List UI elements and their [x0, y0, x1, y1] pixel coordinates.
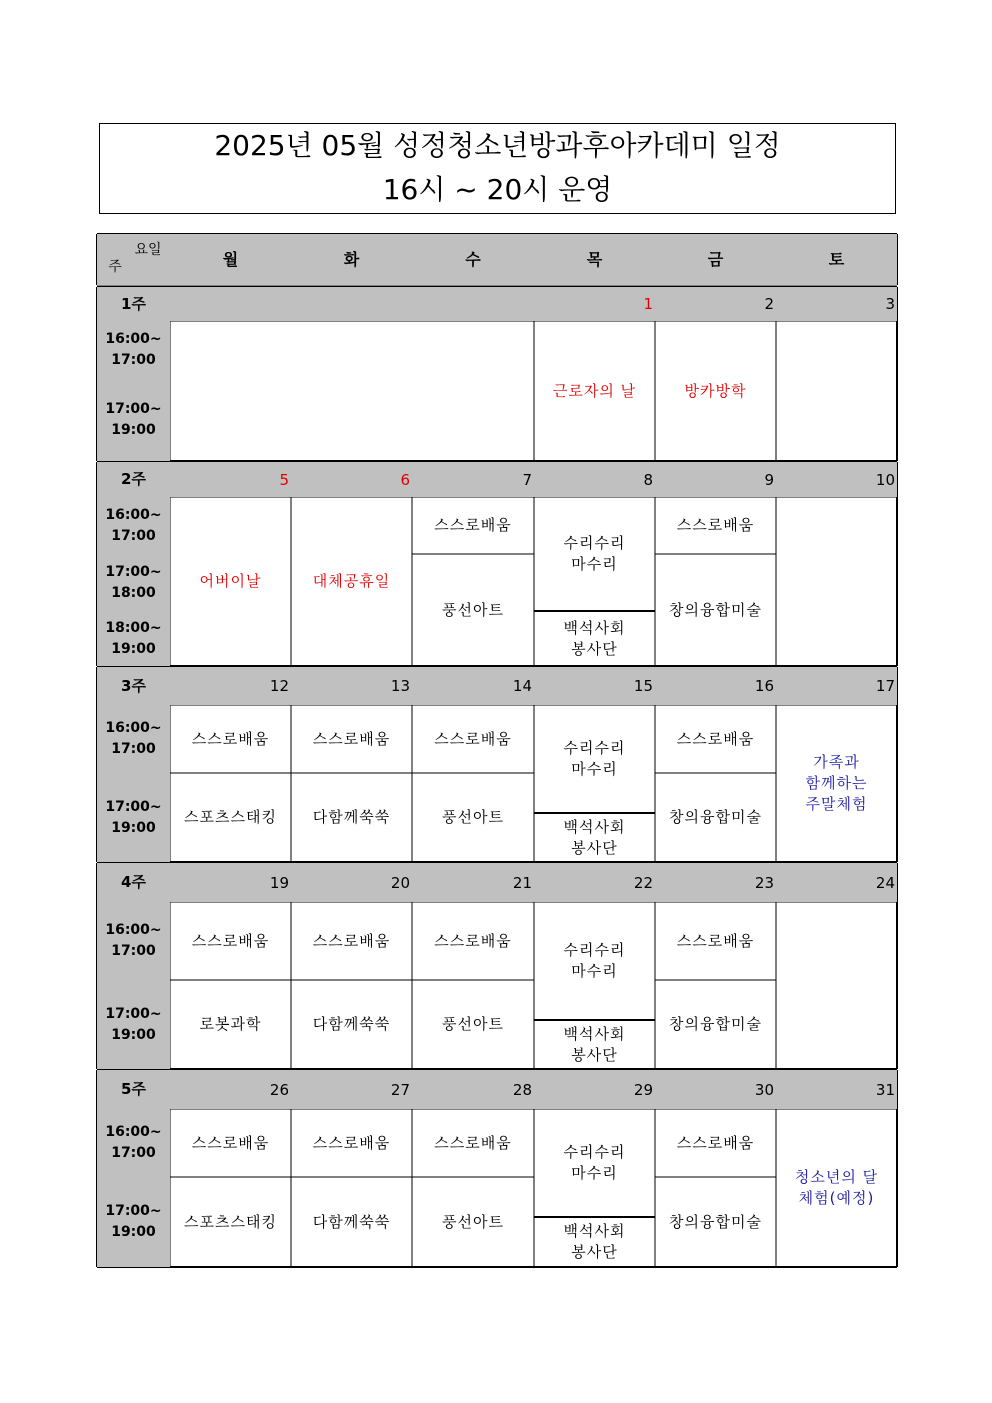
day-header-6-text: 토: [828, 250, 845, 269]
activity-together: [291, 773, 412, 862]
activity-self-study-text: 스스로배움: [191, 1133, 270, 1152]
activity-self-study-text: 스스로배움: [191, 729, 270, 748]
date-cell: [412, 1070, 534, 1109]
activity-self-study: [291, 1109, 412, 1177]
date-cell: [291, 863, 412, 902]
activity-substitute-holiday-text: 대체공휴일: [312, 572, 391, 590]
time-slot-label-text: 17:00~ 19:00: [105, 401, 162, 438]
time-slot-label-text: 17:00~ 19:00: [105, 1005, 162, 1043]
activity-self-study-text: 스스로배움: [676, 516, 755, 534]
time-slot-label-text: 17:00~ 19:00: [105, 798, 162, 836]
date-cell-text: 15: [633, 677, 653, 695]
activity-creative-art: [655, 980, 776, 1069]
activity-balloon-art: [412, 980, 534, 1069]
time-slot-label-text: 16:00~ 17:00: [105, 720, 162, 757]
date-cell-text: 17: [875, 677, 895, 695]
date-cell-text: 21: [512, 873, 532, 892]
week-label-3-text: 3주: [121, 676, 146, 695]
activity-balloon-art: [412, 773, 534, 862]
time-slot-label-text: 17:00~ 18:00: [105, 563, 162, 601]
week-label-4: [97, 863, 170, 902]
date-cell-text: 28: [512, 1080, 532, 1099]
activity-afternoon-col1-text: 스포츠스태킹: [184, 808, 277, 826]
date-cell: [655, 1070, 776, 1109]
time-slot-label-text: 18:00~ 19:00: [105, 619, 162, 657]
activity-afternoon-col1-text: 로봇과학: [199, 1015, 262, 1033]
activity-weekend-event-text: 청소년의 달 체험(예정): [794, 1168, 879, 1207]
activity-self-study-text: 스스로배움: [434, 931, 512, 950]
schedule-subtitle: 16시 ~ 20시 운영: [382, 173, 613, 206]
activity-balloon-art-text: 풍선아트: [442, 600, 504, 619]
day-header-2: [291, 234, 412, 285]
activity-substitute-holiday: [291, 497, 412, 666]
corner-day-label-text: 요일: [134, 241, 162, 258]
time-slot-label: [97, 705, 170, 773]
activity-self-study: [412, 705, 534, 773]
activity-afternoon-col1: [170, 980, 291, 1069]
date-cell-text: 16: [754, 677, 774, 695]
activity-weekend-event: [776, 705, 897, 862]
activity-creative-art-text: 창의융합미술: [669, 1212, 762, 1231]
activity-self-study-text: 스스로배움: [676, 1133, 755, 1152]
activity-self-study-text: 스스로배움: [434, 516, 512, 534]
activity-balloon-art: [412, 554, 534, 666]
activity-vacation-text: 방카방학: [684, 381, 747, 400]
activity-together: [291, 1177, 412, 1267]
activity-balloon-art-text: 풍선아트: [442, 808, 504, 826]
date-cell: [170, 667, 291, 705]
date-cell-text: 10: [875, 470, 895, 489]
activity-self-study: [655, 902, 776, 980]
activity-self-study-text: 스스로배움: [312, 1133, 391, 1152]
day-header-2-text: 화: [343, 250, 360, 269]
activity-volunteer: [534, 611, 655, 666]
date-cell: [412, 287, 534, 321]
activity-afternoon-col1: [170, 1177, 291, 1267]
time-slot-label: [97, 902, 170, 980]
date-cell-text: 14: [512, 677, 532, 695]
activity-self-study-text: 스스로배움: [434, 729, 512, 748]
date-cell: [170, 1070, 291, 1109]
date-cell-text: 1: [643, 295, 653, 313]
activity-self-study: [291, 705, 412, 773]
activity-labor-day-text: 근로자의 날: [552, 381, 637, 400]
date-cell-text: 6: [400, 470, 410, 489]
schedule-title: 2025년 05월 성정청소년방과후아카데미 일정: [214, 129, 781, 162]
time-slot-label: [97, 773, 170, 862]
activity-math-text: 수리수리 마수리: [563, 534, 626, 573]
activity-afternoon-col1: [170, 773, 291, 862]
activity-creative-art-text: 창의융합미술: [669, 1015, 762, 1033]
date-cell-text: 9: [764, 470, 774, 489]
date-cell: [412, 863, 534, 902]
time-slot-label: [97, 980, 170, 1069]
activity-weekend-event-text: 가족과 함께하는 주말체험: [805, 753, 868, 813]
activity-volunteer-text: 백석사회 봉사단: [563, 1024, 626, 1064]
date-cell-text: 27: [390, 1080, 410, 1099]
date-cell: [170, 863, 291, 902]
activity-self-study: [170, 902, 291, 980]
activity-together-text: 다함께쑥쑥: [312, 1212, 391, 1231]
activity-balloon-art-text: 풍선아트: [442, 1015, 504, 1033]
date-cell: [534, 863, 655, 902]
date-cell-text: 31: [875, 1080, 895, 1099]
activity-self-study: [170, 705, 291, 773]
activity-self-study: [291, 902, 412, 980]
activity-self-study: [412, 1109, 534, 1177]
activity-math-text: 수리수리 마수리: [563, 739, 626, 778]
activity-math: [534, 705, 655, 813]
date-cell: [655, 863, 776, 902]
day-header-3-text: 수: [465, 250, 481, 269]
date-cell: [412, 462, 534, 497]
time-slot-label-text: 17:00~ 19:00: [105, 1203, 162, 1240]
week-label-5: [97, 1070, 170, 1109]
day-header-5-text: 금: [707, 250, 724, 269]
week-label-3: [97, 667, 170, 705]
time-slot-label: [97, 1177, 170, 1267]
corner-week-label-text: 주: [108, 258, 122, 275]
date-cell: [776, 287, 897, 321]
time-slot-label: [97, 554, 170, 611]
week-label-5-text: 5주: [121, 1080, 146, 1098]
activity-creative-art: [655, 1177, 776, 1267]
time-slot-label: [97, 379, 170, 461]
date-cell: [655, 667, 776, 705]
date-cell-text: 3: [885, 295, 895, 313]
activity-parents-day: [170, 497, 291, 666]
date-cell: [291, 1070, 412, 1109]
date-cell-text: 23: [754, 873, 774, 892]
date-cell-text: 5: [279, 470, 289, 489]
activity-together: [291, 980, 412, 1069]
activity-creative-art: [655, 773, 776, 862]
day-header-4-text: 목: [586, 250, 603, 269]
date-cell: [776, 1070, 897, 1109]
date-cell: [776, 462, 897, 497]
activity-self-study-text: 스스로배움: [191, 931, 270, 950]
date-cell-text: 26: [269, 1080, 289, 1099]
time-slot-label-text: 16:00~ 17:00: [105, 506, 162, 544]
activity-self-study: [655, 497, 776, 554]
date-cell: [534, 462, 655, 497]
date-cell-text: 22: [633, 873, 653, 892]
time-slot-label: [97, 321, 170, 379]
date-cell: [170, 287, 291, 321]
activity-creative-art: [655, 554, 776, 666]
day-header-3: [412, 234, 534, 285]
date-cell: [291, 462, 412, 497]
activity-self-study-text: 스스로배움: [312, 729, 391, 748]
date-cell: [534, 287, 655, 321]
day-header-5: [655, 234, 776, 285]
week-label-2: [97, 462, 170, 497]
activity-vacation: [655, 321, 776, 461]
activity-creative-art-text: 창의융합미술: [669, 600, 762, 619]
time-slot-label: [97, 611, 170, 666]
date-cell-text: 24: [875, 873, 895, 892]
activity-creative-art-text: 창의융합미술: [669, 808, 762, 826]
date-cell: [534, 1070, 655, 1109]
activity-self-study-text: 스스로배움: [312, 931, 391, 950]
activity-weekend-event: [776, 1109, 897, 1267]
activity-math-text: 수리수리 마수리: [563, 1143, 626, 1182]
date-cell-text: 30: [754, 1080, 774, 1099]
activity-math: [534, 497, 655, 611]
date-cell: [655, 287, 776, 321]
corner-week-label: [103, 256, 127, 278]
date-cell: [291, 287, 412, 321]
activity-volunteer-text: 백석사회 봉사단: [563, 817, 626, 857]
activity-volunteer-text: 백석사회 봉사단: [563, 1222, 626, 1261]
date-cell-text: 8: [643, 470, 653, 489]
corner-day-label: [128, 240, 168, 260]
activity-volunteer: [534, 813, 655, 862]
date-cell: [170, 462, 291, 497]
activity-self-study-text: 스스로배움: [434, 1133, 512, 1152]
activity-math: [534, 1109, 655, 1217]
time-slot-label: [97, 497, 170, 554]
time-slot-label-text: 16:00~ 17:00: [105, 1124, 162, 1161]
activity-math: [534, 902, 655, 1020]
day-header-1-text: 월: [222, 250, 239, 269]
activity-self-study: [170, 1109, 291, 1177]
activity-balloon-art: [412, 1177, 534, 1267]
activity-together-text: 다함께쑥쑥: [312, 808, 391, 826]
activity-volunteer-text: 백석사회 봉사단: [563, 618, 626, 658]
activity-balloon-art-text: 풍선아트: [442, 1212, 504, 1231]
activity-together-text: 다함께쑥쑥: [312, 1015, 391, 1033]
week-label-2-text: 2주: [121, 470, 146, 488]
activity-volunteer: [534, 1217, 655, 1267]
week-label-1-text: 1주: [121, 294, 146, 313]
activity-self-study-text: 스스로배움: [676, 931, 755, 950]
time-slot-label-text: 16:00~ 17:00: [105, 922, 162, 959]
date-cell: [655, 462, 776, 497]
week-label-1: [97, 287, 170, 321]
activity-parents-day-text: 어버이날: [199, 572, 262, 590]
date-cell-text: 20: [390, 873, 410, 892]
activity-self-study: [655, 705, 776, 773]
activity-math-text: 수리수리 마수리: [563, 941, 626, 980]
activity-self-study: [412, 902, 534, 980]
date-cell-text: 12: [269, 677, 289, 695]
date-cell-text: 29: [633, 1080, 653, 1099]
date-cell-text: 19: [269, 873, 289, 892]
date-cell: [534, 667, 655, 705]
activity-volunteer: [534, 1020, 655, 1069]
week-label-4-text: 4주: [121, 873, 146, 891]
date-cell: [291, 667, 412, 705]
date-cell-text: 2: [764, 295, 774, 313]
time-slot-label-text: 16:00~ 17:00: [105, 331, 162, 368]
day-header-6: [776, 234, 897, 285]
activity-self-study-text: 스스로배움: [676, 729, 755, 748]
date-cell-text: 13: [390, 677, 410, 695]
date-cell: [776, 667, 897, 705]
time-slot-label: [97, 1109, 170, 1177]
activity-self-study: [412, 497, 534, 554]
date-cell-text: 7: [522, 470, 532, 489]
date-cell: [776, 863, 897, 902]
activity-self-study: [655, 1109, 776, 1177]
day-header-4: [534, 234, 655, 285]
date-cell: [412, 667, 534, 705]
activity-afternoon-col1-text: 스포츠스태킹: [184, 1212, 277, 1231]
activity-labor-day: [534, 321, 655, 461]
day-header-1: [170, 234, 291, 285]
